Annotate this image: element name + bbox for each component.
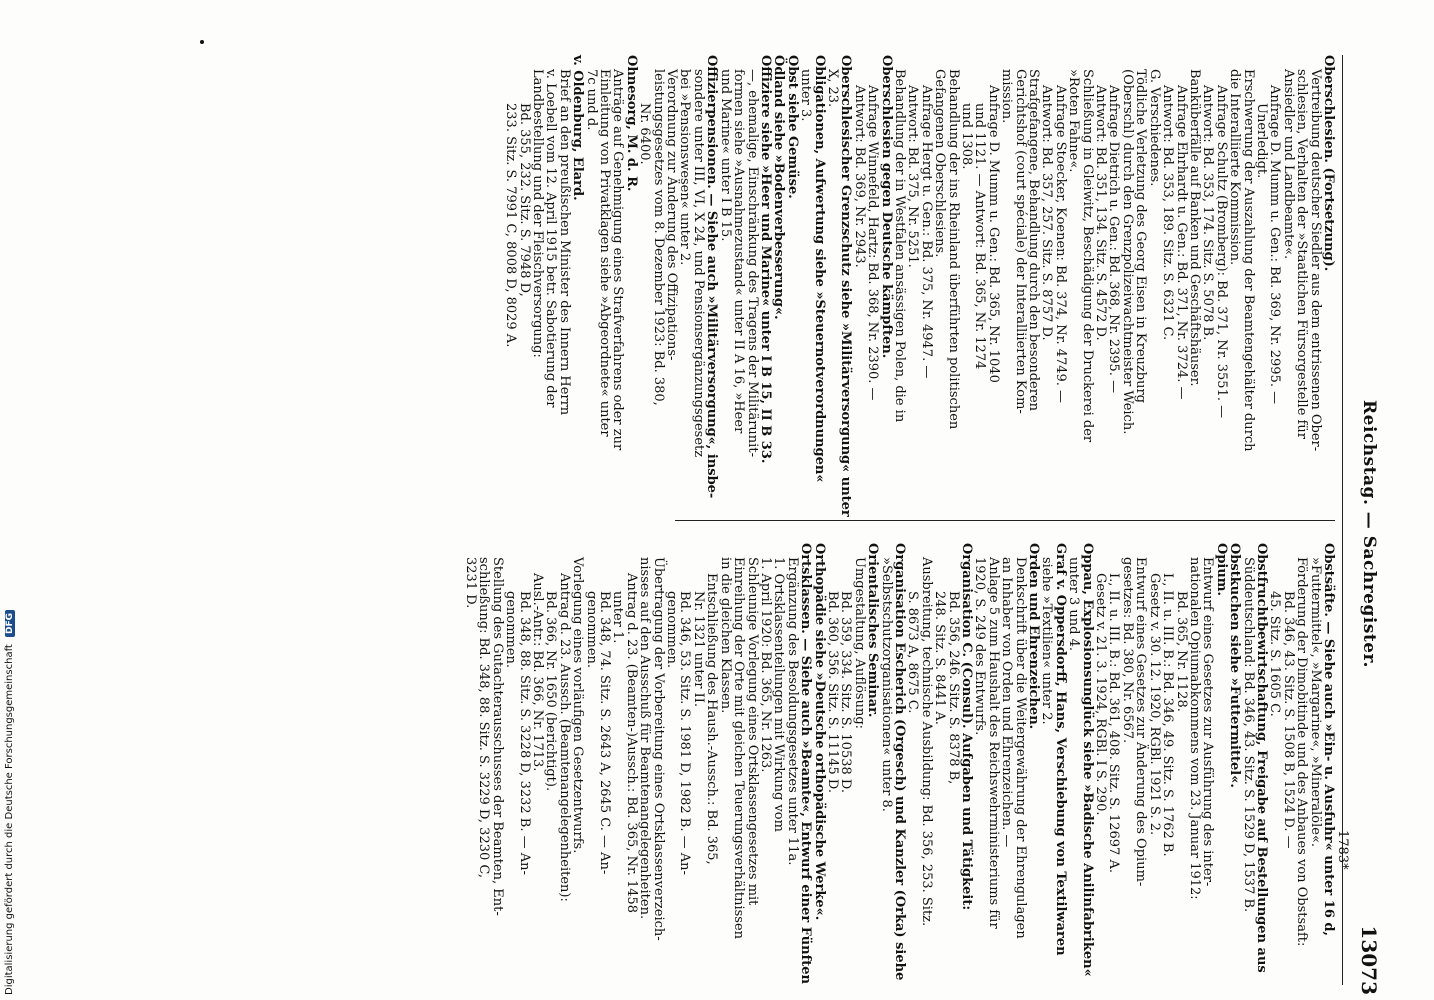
digitization-note: [4, 610, 15, 995]
left-column-line: Offizierpensionen. — Siehe auch »Militärversorgung«, insbe-: [704, 55, 720, 499]
right-column-line: 45. Sitz. S. 1605 C.: [1267, 591, 1283, 717]
right-column-line: 248. Sitz. S. 8441 A.: [932, 591, 948, 725]
right-column-line: Organisation Escherich (Orgesch) und Kanzler (Orka) siehe: [892, 543, 907, 981]
left-column-line: Oberschlesischer Grenzschutz siehe »Militärversorgung« unter: [838, 55, 854, 517]
right-column-line: I., II. u. III. B.: Bd. 346, 49. Sitz. S. 1762 B.: [1160, 573, 1176, 857]
left-column-line: Anträge auf Genehmigung eines Strafverfahrens oder zur: [610, 69, 626, 451]
left-column-line: Anfrage Winnefeld, Hartz: Bd. 368, Nr. 2390. —: [865, 85, 881, 401]
left-column-line: 7c und d.: [583, 69, 599, 131]
left-column-line: v. Oldenburg, Elard.: [570, 55, 586, 201]
left-column-line: Anfrage Dietrich u. Gen.: Bd. 368, Nr. 2395. —: [1106, 85, 1122, 394]
right-column-line: schließung: Bd. 348, 88. Sitz. S. 3229 D, 3230 C,: [476, 557, 492, 879]
right-column-line: nisses auf den Ausschuß für Beamtenangelegenheiten.: [637, 557, 653, 920]
running-title: Reichstag. — Sachregister.: [1359, 400, 1379, 668]
left-column-line: und 1308.: [959, 103, 975, 170]
right-column-line: Obstfruchtbewirtschaftung, Freigabe auf Bestellungen aus: [1253, 543, 1269, 973]
left-column-line: v. Loebell vom 12. April 1915 betr. Sabotierung der: [543, 69, 559, 408]
left-column-line: Unerledigt.: [1253, 103, 1269, 179]
right-column-line: Ausl.-Antr.: Bd. 366, Nr. 1713.: [530, 573, 546, 772]
left-column-line: formen siehe »Ausnahmezustand« unter II A 16, »Heer: [731, 69, 747, 434]
right-column-line: Vorlegung eines vorläufigen Gesetzentwurfs.: [570, 557, 586, 854]
right-column-line: Einreihung der Orte mit gleichen Teuerungsverhältnissen: [731, 557, 747, 940]
left-column-line: Ansiedler und Landbeamte«.: [1280, 69, 1296, 260]
right-column-line: Umgestaltung, Auflösung:: [851, 557, 867, 730]
left-column-line: die Interalliierte Kommission.: [1227, 69, 1243, 266]
right-column-line: an Inhaber von Orden und Ehrenzeichen. —: [999, 557, 1015, 848]
digitization-note-text: Digitalisierung gefördert durch die Deutsche Forschungsgemeinschaft: [4, 644, 15, 995]
right-column-line: Bd. 360, 356. Sitz. S. 11145 D.: [824, 591, 840, 793]
left-column-line: Obst siehe Gemüse.: [784, 55, 800, 199]
right-column-line: Organisation C. (Consul). Aufgaben und Tätigkeit:: [959, 543, 975, 911]
left-column-line: Anfrage Schultz (Bromberg): Bd. 371, Nr. 3551. —: [1213, 85, 1229, 419]
left-column-line: mission.: [999, 69, 1015, 124]
right-column-line: Süddeutschland: Bd. 346, 43. Sitz. S. 1529 D, 1537 B.: [1240, 557, 1256, 913]
right-column-line: 1. April 1920: Bd. 365, Nr. 1263.: [757, 557, 773, 773]
left-column-line: Anfrage D. Mumm u. Gen.: Bd. 365, Nr. 1040: [985, 85, 1001, 383]
right-column-line: unter 3 und 4.: [1066, 557, 1082, 652]
right-column-line: Denkschrift über die Weitergewährung der Ehrengulagen: [1012, 557, 1028, 939]
right-column-line: Orthopädie siehe »Deutsche orthopädische Werke«.: [811, 543, 827, 921]
left-column-line: Vertreibung deutscher Siedler aus dem entrissenen Ober-: [1307, 69, 1323, 452]
left-column-line: Banküberfälle auf Banken und Geschäftshäuser.: [1186, 69, 1202, 387]
left-column-line: Offiziere siehe »Heer und Marine« unter I B 15, II B 33.: [757, 55, 773, 464]
right-column-line: Bd. 366, Nr. 1650 (berichtigt).: [543, 591, 559, 792]
right-column-line: Bd. 346, 43. Sitz. S. 1508 B, 1524 D. —: [1280, 591, 1296, 849]
page-number: 13073: [1357, 925, 1381, 995]
right-column-line: genommen.: [583, 591, 599, 669]
left-column-line: Anfrage Hergt u. Gen.: Bd. 375, Nr. 4947. —: [918, 85, 934, 379]
footer-page-mark: 1783*: [1335, 830, 1350, 870]
right-column-line: Graf v. Oppersdorff, Hans, Verschiebung von Textilwaren: [1052, 543, 1068, 956]
right-column-line: Antrag d. 23. Aussch. (Beamtenangelegenheiten):: [556, 573, 572, 902]
right-column-line: Förderung der Dimobitinde und des Anbaues von Obstsaft:: [1294, 557, 1310, 947]
left-column-line: Strafgefangene, Behandlung durch den besonderen: [1026, 69, 1042, 412]
left-column-line: Tödliche Verletzung des Georg Eisen in Kreuzburg: [1133, 69, 1149, 403]
left-column-line: Ödland siehe »Bodenverbesserung«.: [771, 55, 787, 320]
left-column-line: Antwort: Bd. 353, 189. Sitz. S. 6321 C.: [1160, 85, 1176, 341]
page-header: [1355, 55, 1385, 995]
left-column-line: Einleitung von Privatklagen siehe »Abgeordnete« unter: [597, 69, 613, 437]
right-column: [65, 543, 1335, 988]
right-column-line: Entschließung des Haush.-Aussch.: Bd. 365,: [704, 573, 720, 865]
right-column-line: Oppau, Explosionsunglück siehe »Badische Anilinfabriken«: [1079, 543, 1095, 977]
left-column-line: »Roten Fahne«.: [1066, 69, 1082, 173]
right-column-line: Anlage 5 zum Haushalt des Reichswehrministeriums für: [985, 557, 1001, 929]
left-column-line: Antwort: Bd. 351, 134. Sitz. S. 4572 D.: [1093, 85, 1109, 341]
right-column-line: Orientalisches Seminar.: [865, 543, 881, 718]
right-column-line: Bd. 348, 88. Sitz. S. 3228 D, 3232 B. — An-: [516, 591, 532, 875]
right-column-line: Bd. 365, Nr. 1128.: [1173, 591, 1189, 712]
left-column-line: und 1121. — Antwort: Bd. 365, Nr. 1274: [972, 103, 988, 370]
left-column-line: Gefangenen Oberschlesiens.: [932, 69, 948, 258]
right-column-line: 1. Ortsklassenteilungen mit Wirkung vom: [771, 557, 787, 832]
left-column-line: und Marine« unter I B 15.: [717, 69, 733, 242]
left-column-line: Ohnesorg, M. d. R.: [623, 55, 639, 192]
left-column-line: leistungsgesetzes vom 8. Dezember 1923: Bd. 380,: [650, 69, 666, 406]
right-column-line: Bd. 359, 334. Sitz. S. 10538 D.: [838, 591, 854, 793]
right-column-line: Orden und Ehrenzeichen.: [1026, 543, 1042, 730]
right-column-line: siehe »Textilien« unter 2.: [1039, 557, 1055, 725]
right-column-line: genommen.: [664, 591, 680, 669]
right-column-line: Stellung des Gutachterausschusses der Beamten, Ent-: [489, 557, 505, 916]
right-column-line: Ausbreitung, technische Ausbildung: Bd. 356, 253. Sitz.: [918, 557, 934, 927]
left-column: [65, 55, 1336, 517]
left-column-line: sondere unter III, VI, X 24, und Pensionsergänzungsgesetz: [690, 69, 706, 458]
right-column-line: 3231 D.: [463, 557, 478, 609]
right-column-line: S. 8673 A, 8675 C.: [905, 591, 921, 714]
rotated-register-page: [55, 55, 1385, 995]
left-column-line: Anfrage D. Mumm u. Gen.: Bd. 369, Nr. 2995. —: [1267, 85, 1283, 405]
left-column-line: Landbestellung und der Fleischversorgung:: [530, 69, 546, 358]
left-column-line: Schließung in Gleiwitz, Beschädigung der Druckerei der: [1079, 69, 1095, 443]
right-column-line: nationalen Opiumabkommens vom 23. Januar 1912:: [1186, 557, 1202, 900]
left-column-line: —, ehemalige, Einschränkung des Tragens der Militärunit-: [744, 69, 760, 457]
right-column-line: I., II. u. III. B.: Bd. 361, 408. Sitz. S. 12697 A.: [1106, 573, 1122, 873]
speck: [200, 40, 204, 44]
left-column-line: Gerichtshof (court spéciale) der Interalliierten Kom-: [1012, 69, 1028, 414]
left-column-line: Anfrage Stoecker, Koenen: Bd. 374, Nr. 4749. —: [1052, 85, 1068, 404]
left-column-line: Anfrage Ehrhardt u. Gen.: Bd. 371, Nr. 3724. —: [1173, 85, 1189, 400]
right-column-line: »Futtermittel«, »Margarine«, »Mineralöle«.: [1307, 557, 1323, 848]
left-column-line: Behandlung der in Westfalen ansässigen Polen, die in: [892, 69, 907, 423]
right-column-line: Opium.: [1213, 543, 1229, 597]
right-column-line: »Selbstschutzorganisationen« unter 8.: [878, 557, 894, 812]
right-column-line: Nr. 1321 unter II.: [690, 591, 706, 708]
left-column-line: Erschwerung der Auszahlung der Beamtengehälter durch: [1240, 69, 1256, 452]
left-column-line: (Oberschl) durch den Grenzpolizeiwachtmeister Weich.: [1119, 69, 1135, 435]
left-column-line: Brief an den preußischen Minister des Innern Herrn: [556, 69, 572, 416]
left-column-line: Oberschlesien. (Fortsetzung).: [1321, 55, 1336, 272]
right-column-line: Bd. 356, 246. Sitz. S. 8378 B,: [945, 591, 961, 785]
right-column-line: 1920, S. 249 des Entwurfs.: [972, 557, 988, 736]
right-column-line: Ergänzung des Besoldungsgesetzes unter 11a.: [784, 557, 800, 866]
right-column-line: Gesetz v. 30. 12. 1920, RGBl. 1921 S. 2.: [1146, 573, 1162, 836]
left-column-line: G. Verschiedenes.: [1146, 69, 1162, 187]
right-column-line: genommen.: [503, 591, 519, 669]
left-column-line: unter 3.: [798, 69, 814, 122]
right-column-line: Übertragung der Vorbereitung eines Ortsklassenverzeich-: [650, 557, 666, 941]
left-column-line: bei »Pensionswesen« unter 2.: [677, 69, 693, 266]
right-column-line: Antrag d. 23. (Beamten-)Aussch.: Bd. 365, Nr. 1458: [623, 573, 639, 914]
left-column-line: 233. Sitz. S. 7991 C, 8008 D, 8029 A.: [503, 103, 519, 348]
left-column-line: Obligationen, Aufwertung siehe »Steuernotverordnungen«: [811, 55, 827, 483]
right-column-line: gesetzes: Bd. 380, Nr. 6567.: [1119, 557, 1135, 744]
left-column-line: schlesien, Verhalten der »Staatlichen Fürsorgestelle für: [1294, 69, 1310, 439]
right-column-line: Entwurf eines Gesetzes zur Änderung des Opium-: [1133, 557, 1149, 887]
right-column-line: Ortsklassen. — Siehe auch »Beamte«, Entwurf einer Fünften: [798, 543, 814, 984]
left-column-line: X, 23.: [824, 69, 840, 108]
right-column-line: Schleunige Vorlegung eines Ortsklassengesetzes mit: [744, 557, 760, 906]
right-column-line: unter 1.: [610, 591, 626, 644]
right-column-line: Entwurf eines Gesetzes zur Ausführung des inter-: [1200, 557, 1216, 887]
left-column-line: Bd. 355, 232. Sitz. S. 7948 D,: [516, 103, 532, 297]
dfg-logo: DFG: [5, 610, 15, 637]
right-column-line: in die gleichen Klassen.: [717, 557, 733, 714]
left-column-line: Antwort: Bd. 375, Nr. 5251.: [905, 85, 921, 268]
left-column-line: Verordnung zur Änderung des Offizipations-: [664, 69, 680, 361]
left-column-line: Behandlung der ins Rheinland überführten politischen: [945, 69, 961, 430]
left-column-line: Nr. 6400.: [637, 103, 653, 165]
left-column-line: Antwort: Bd. 369, Nr. 2943.: [851, 85, 867, 268]
left-column-line: Antwort: Bd. 357, 257. Sitz. S. 8757 D.: [1039, 85, 1055, 341]
left-column-line: Oberschlesien gegen Deutsche kämpften.: [878, 55, 894, 359]
left-column-line: Antwort: Bd. 353, 174. Sitz. S. 5078 B.: [1200, 85, 1216, 341]
right-column-line: Obstkuchen siehe »Futtermittel«.: [1227, 543, 1243, 788]
right-column-line: Bd. 346, 53. Sitz. S. 1981 D, 1982 B. — An-: [677, 591, 693, 875]
right-column-line: Gesetz v. 21. 3. 1924, RGBl. I S. 290.: [1093, 573, 1109, 816]
column-divider: [675, 520, 1335, 521]
right-column-line: Bd. 348, 74. Sitz. S. 2643 A, 2645 C. — An-: [597, 591, 613, 875]
right-column-line: Obstsäfte. — Siehe auch »Ein- u. Ausfuhr« unter 16 d,: [1321, 543, 1336, 937]
